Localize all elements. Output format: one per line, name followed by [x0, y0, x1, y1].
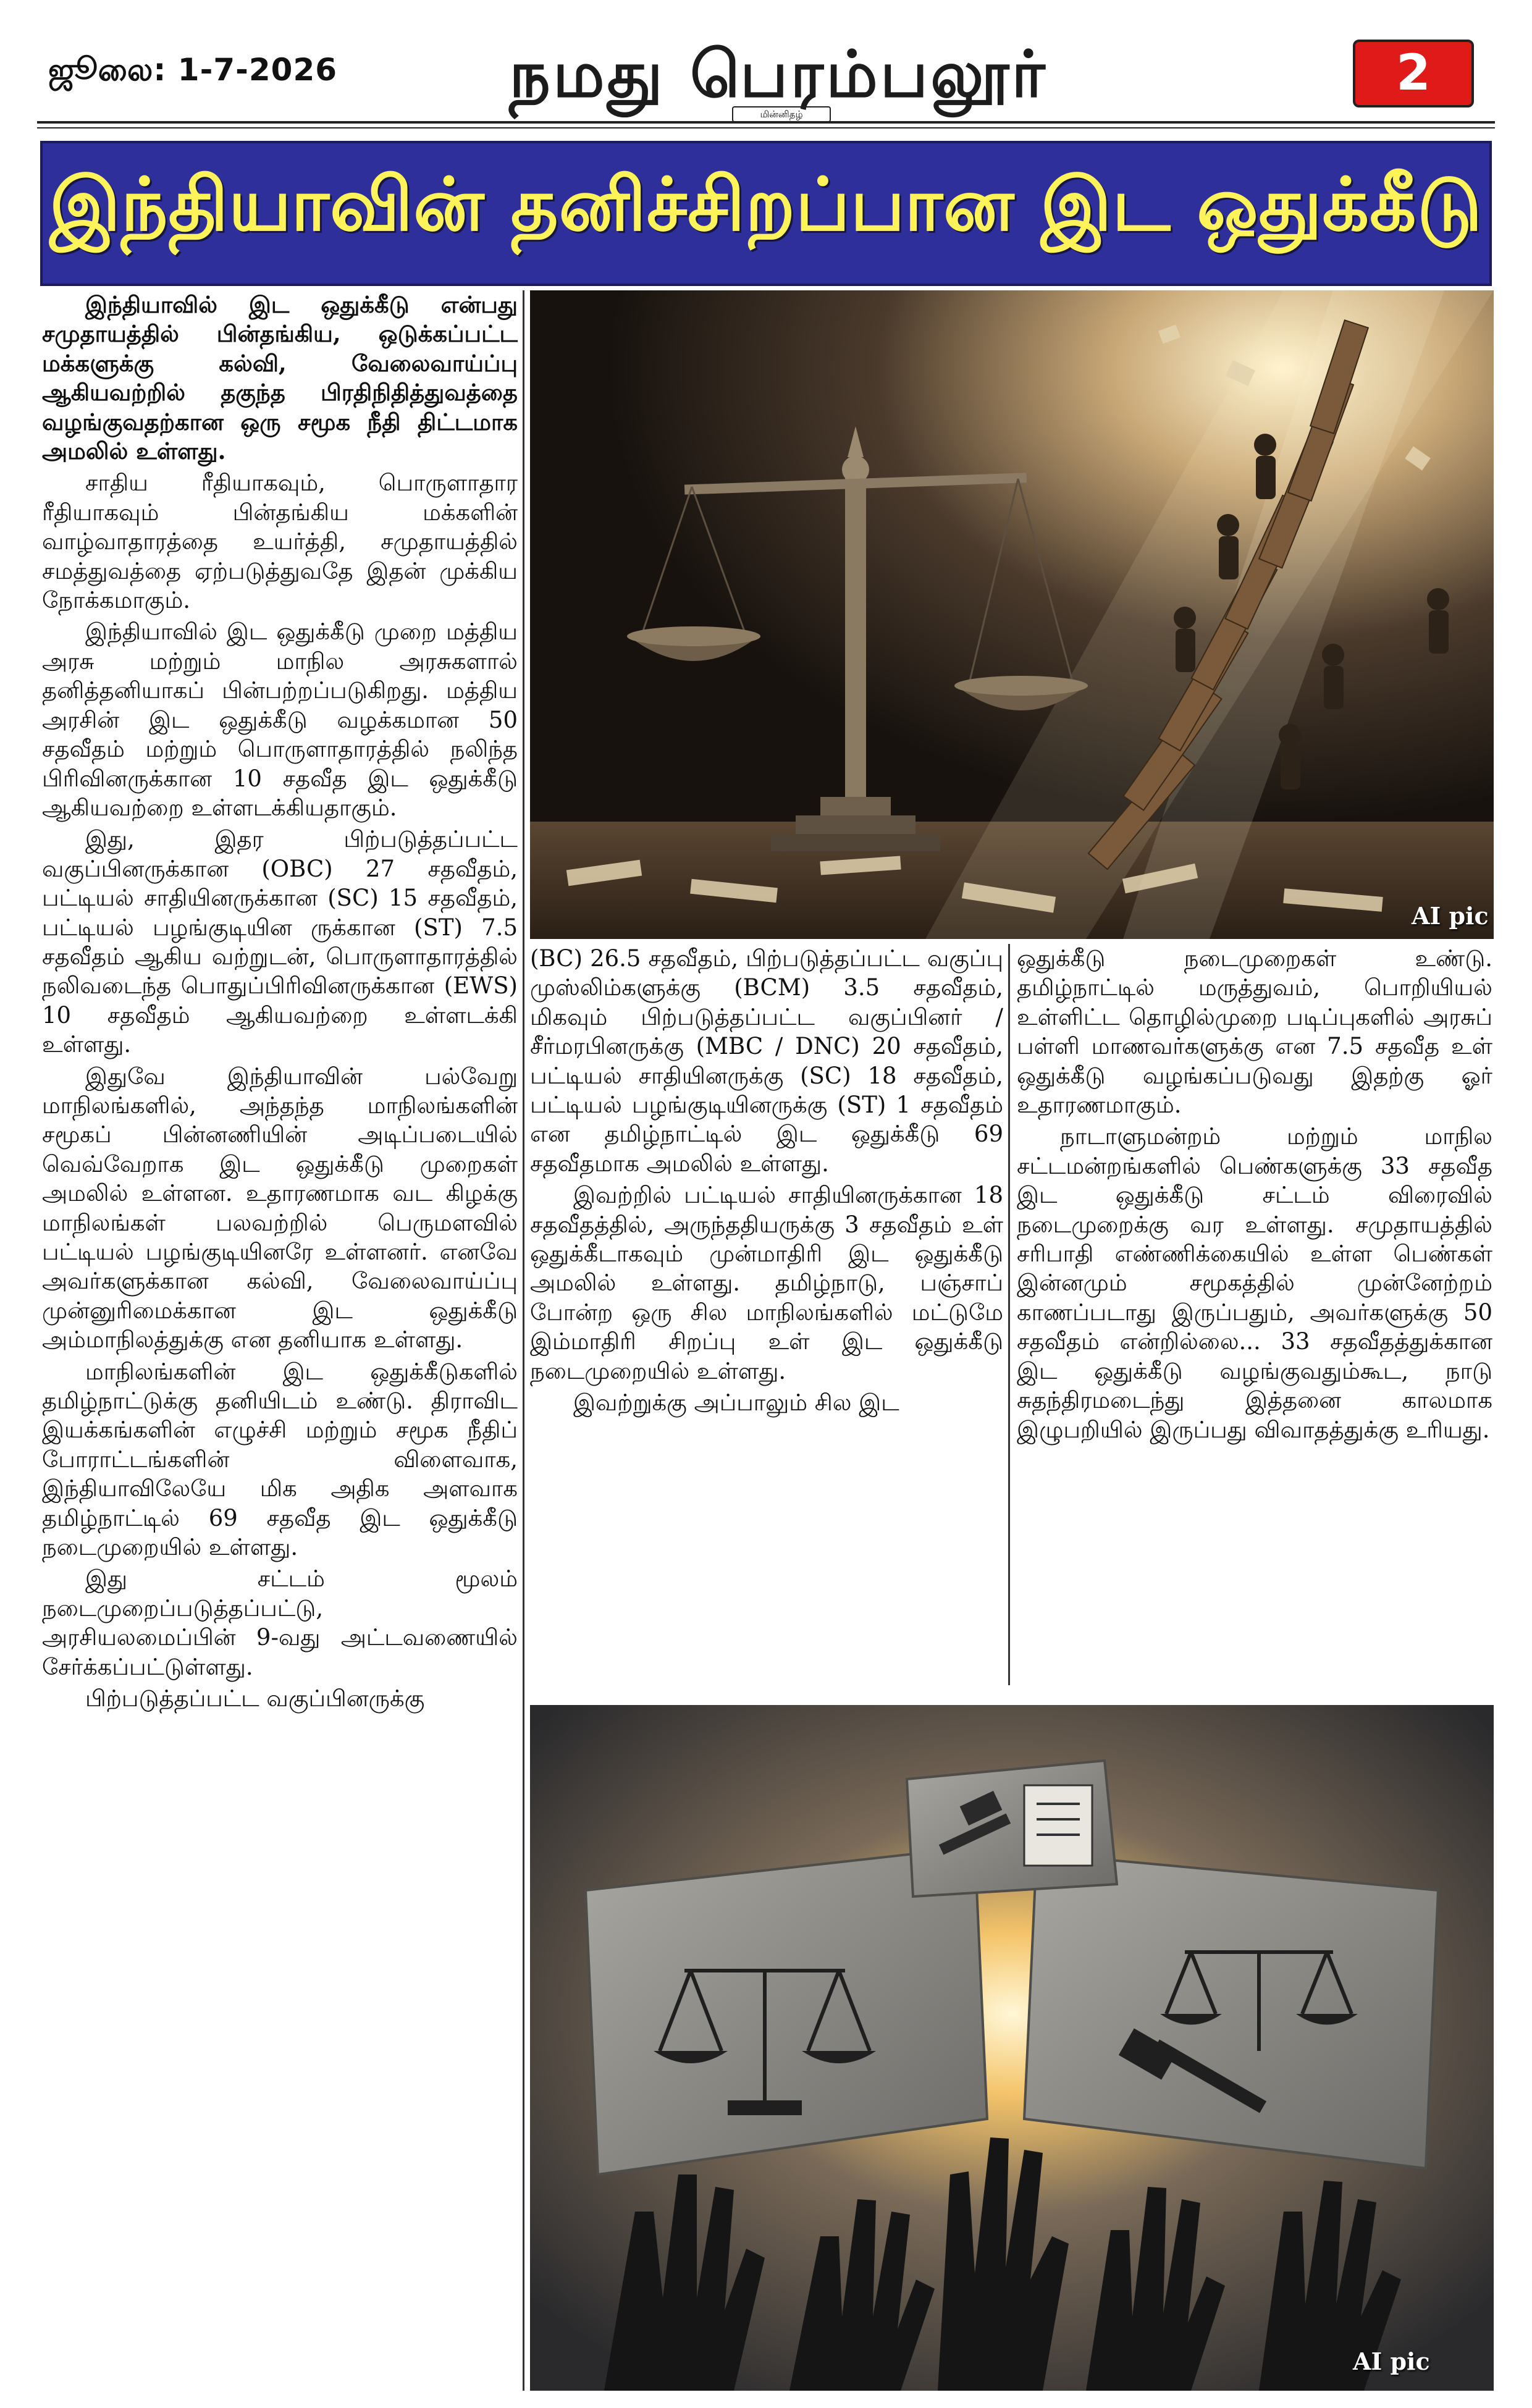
article-paragraph: இவற்றில் பட்டியல் சாதியினருக்கான 18 சதவீதத்தில், அருந்ததியருக்கு 3 சதவீதம் உள் ஒதுக்கீடாகவும் முன்மாதிரி இட ஒதுக்கீடு அமலில் உள்ளது. தமிழ்நாடு, பஞ்சாப் போன்ற ஒரு சில மாநிலங்களில் மட்டுமே இம்மாதிரி சிறப்பு உள் இட ஒதுக்கீடு நடைமுறையில் உள்ளது.	[530, 1182, 1003, 1384]
article-column-2	[530, 944, 1003, 1420]
article-paragraph: இந்தியாவில் இட ஒதுக்கீடு முறை மத்திய அரசு மற்றும் மாநில அரசுகளால் தனித்தனியாகப் பின்பற்றப்படுகிறது. மத்திய அரசின் இட ஒதுக்கீடு வழக்கமான 50 சதவீதம் மற்றும் பொருளாதாரத்தில் நலிந்த பிரிவினருக்கான 10 சதவீத இட ஒதுக்கீடு ஆகியவற்றை உள்ளடக்கியதாகும்.	[42, 618, 518, 821]
article-paragraph: இதுவே இந்தியாவின் பல்வேறு மாநிலங்களில், அந்தந்த மாநிலங்களின் சமூகப் பின்னணியின் அடிப்படையில் வெவ்வேறாக இட ஒதுக்கீடு முறைகள் அமலில் உள்ளன. உதாரணமாக வட கிழக்கு மாநிலங்கள் பலவற்றில் பெருமளவில் பட்டியல் பழங்குடியினரே உள்ளனர். எனவே அவர்களுக்கான கல்வி, வேலைவாய்ப்பு முன்னுரிமைக்கான இட ஒதுக்கீடு அம்மாநிலத்துக்கு என தனியாக உள்ளது.	[42, 1063, 518, 1353]
article-paragraph: மாநிலங்களின் இட ஒதுக்கீடுகளில் தமிழ்நாட்டுக்கு தனியிடம் உண்டு. திராவிட இயக்கங்களின் எழுச்சி மற்றும் சமூக நீதிப் போராட்டங்களின் விளைவாக, இந்தியாவிலேயே மிக அதிக அளவாக தமிழ்நாட்டில் 69 சதவீத இட ஒதுக்கீடு நடைமுறையில் உள்ளது.	[42, 1358, 518, 1561]
article-column-3	[1017, 944, 1492, 1447]
masthead-rule-bottom	[37, 127, 1495, 128]
issue-date: ஜூலை: 1-7-2026	[48, 52, 338, 88]
article-paragraph: இந்தியாவில் இட ஒதுக்கீடு என்பது சமுதாயத்தில் பின்தங்கிய, ஒடுக்கப்பட்ட மக்களுக்கு கல்வி, வேலைவாய்ப்பு ஆகியவற்றில் தகுந்த பிரதிநிதித்துவத்தை வழங்குவதற்கான ஒரு சமூக நீதி திட்டமாக அமலில் உள்ளது.	[42, 291, 518, 465]
article-paragraph: ஒதுக்கீடு நடைமுறைகள் உண்டு. தமிழ்நாட்டில் மருத்துவம், பொறியியல் உள்ளிட்ட தொழில்முறை படிப்புகளில் அரசுப் பள்ளி மாணவர்களுக்கு என 7.5 சதவீத உள் ஒதுக்கீடு வழங்கப்படுவது இதற்கு ஓர் உதாரணமாகும்.	[1017, 945, 1492, 1119]
article-column-1	[42, 290, 518, 1716]
article-paragraph: பிற்படுத்தப்பட்ட வகுப்பினருக்கு	[85, 1685, 425, 1712]
article-paragraph: இவற்றுக்கு அப்பாலும் சில இட	[573, 1389, 899, 1417]
column-divider	[523, 290, 524, 2391]
image-credit: AI pic	[1353, 2347, 1430, 2375]
paper-tagline: மின்னிதழ்	[732, 106, 831, 122]
masthead-rule-top	[37, 121, 1495, 124]
article-paragraph: நாடாளுமன்றம் மற்றும் மாநில சட்டமன்றங்களில் பெண்களுக்கு 33 சதவீத இட ஒதுக்கீடு சட்டம் விரைவில் நடைமுறைக்கு வர உள்ளது. சமுதாயத்தில் சரிபாதி எண்ணிக்கையில் உள்ள பெண்கள் இன்னமும் சமூகத்தில் முன்னேற்றம் காணப்படாது இருப்பதும், அவர்களுக்கு 50 சதவீதம் என்றில்லை... 33 சதவீதத்துக்கான இட ஒதுக்கீடு வழங்குவதும்கூட, நாடு சுதந்திரமடைந்து இத்தனை காலமாக இழுபறியில் இருப்பது விவாதத்துக்கு உரியது.	[1017, 1123, 1492, 1443]
column-divider	[1008, 944, 1010, 1685]
article-paragraph: இது சட்டம் மூலம் நடைமுறைப்படுத்தப்பட்டு, அரசியலமைப்பின் 9-வது அட்டவணையில் சேர்க்கப்பட்டுள்ளது.	[42, 1565, 518, 1680]
headline: இந்தியாவின் தனிச்சிறப்பான இட ஒதுக்கீடு	[49, 162, 1483, 247]
image-credit: AI pic	[1412, 902, 1489, 930]
article-paragraph: (BC) 26.5 சதவீதம், பிற்படுத்தப்பட்ட வகுப்பு முஸ்லிம்களுக்கு (BCM) 3.5 சதவீதம், மிகவும் பிற்படுத்தப்பட்ட வகுப்பினர் / சீர்மரபினருக்கு (MBC / DNC) 20 சதவீதம், பட்டியல் சாதியினருக்கு (SC) 18 சதவீதம், பட்டியல் பழங்குடியினருக்கு (ST) 1 சதவீதம் என தமிழ்நாட்டில் இட ஒதுக்கீடு 69 சதவீதமாக அமலில் உள்ளது.	[530, 945, 1003, 1177]
article-paragraph: சாதிய ரீதியாகவும், பொருளாதார ரீதியாகவும் பின்தங்கிய மக்களின் வாழ்வாதாரத்தை உயர்த்தி, சமுதாயத்தில் சமத்துவத்தை ஏற்படுத்துவதே இதன் முக்கிய நோக்கமாகும்.	[42, 469, 518, 614]
newspaper-name: நமது பெரம்பலூர்	[509, 36, 1048, 112]
reaching-hands-illustration	[530, 1705, 1494, 2391]
justice-scale-illustration	[530, 290, 1494, 939]
page-number-badge: 2	[1353, 40, 1474, 107]
article-paragraph: இது, இதர பிற்படுத்தப்பட்ட வகுப்பினருக்கான (OBC) 27 சதவீதம், பட்டியல் சாதியினருக்கான (SC) 15 சதவீதம், பட்டியல் பழங்குடியின ருக்கான (ST) 7.5 சதவீதம் ஆகிய வற்றுடன், பொருளாதாரத்தில் நலிவடைந்த பொதுப்பிரிவினருக்கான (EWS) 10 சதவீதம் ஆகியவற்றை உள்ளடக்கி உள்ளது.	[42, 826, 518, 1058]
